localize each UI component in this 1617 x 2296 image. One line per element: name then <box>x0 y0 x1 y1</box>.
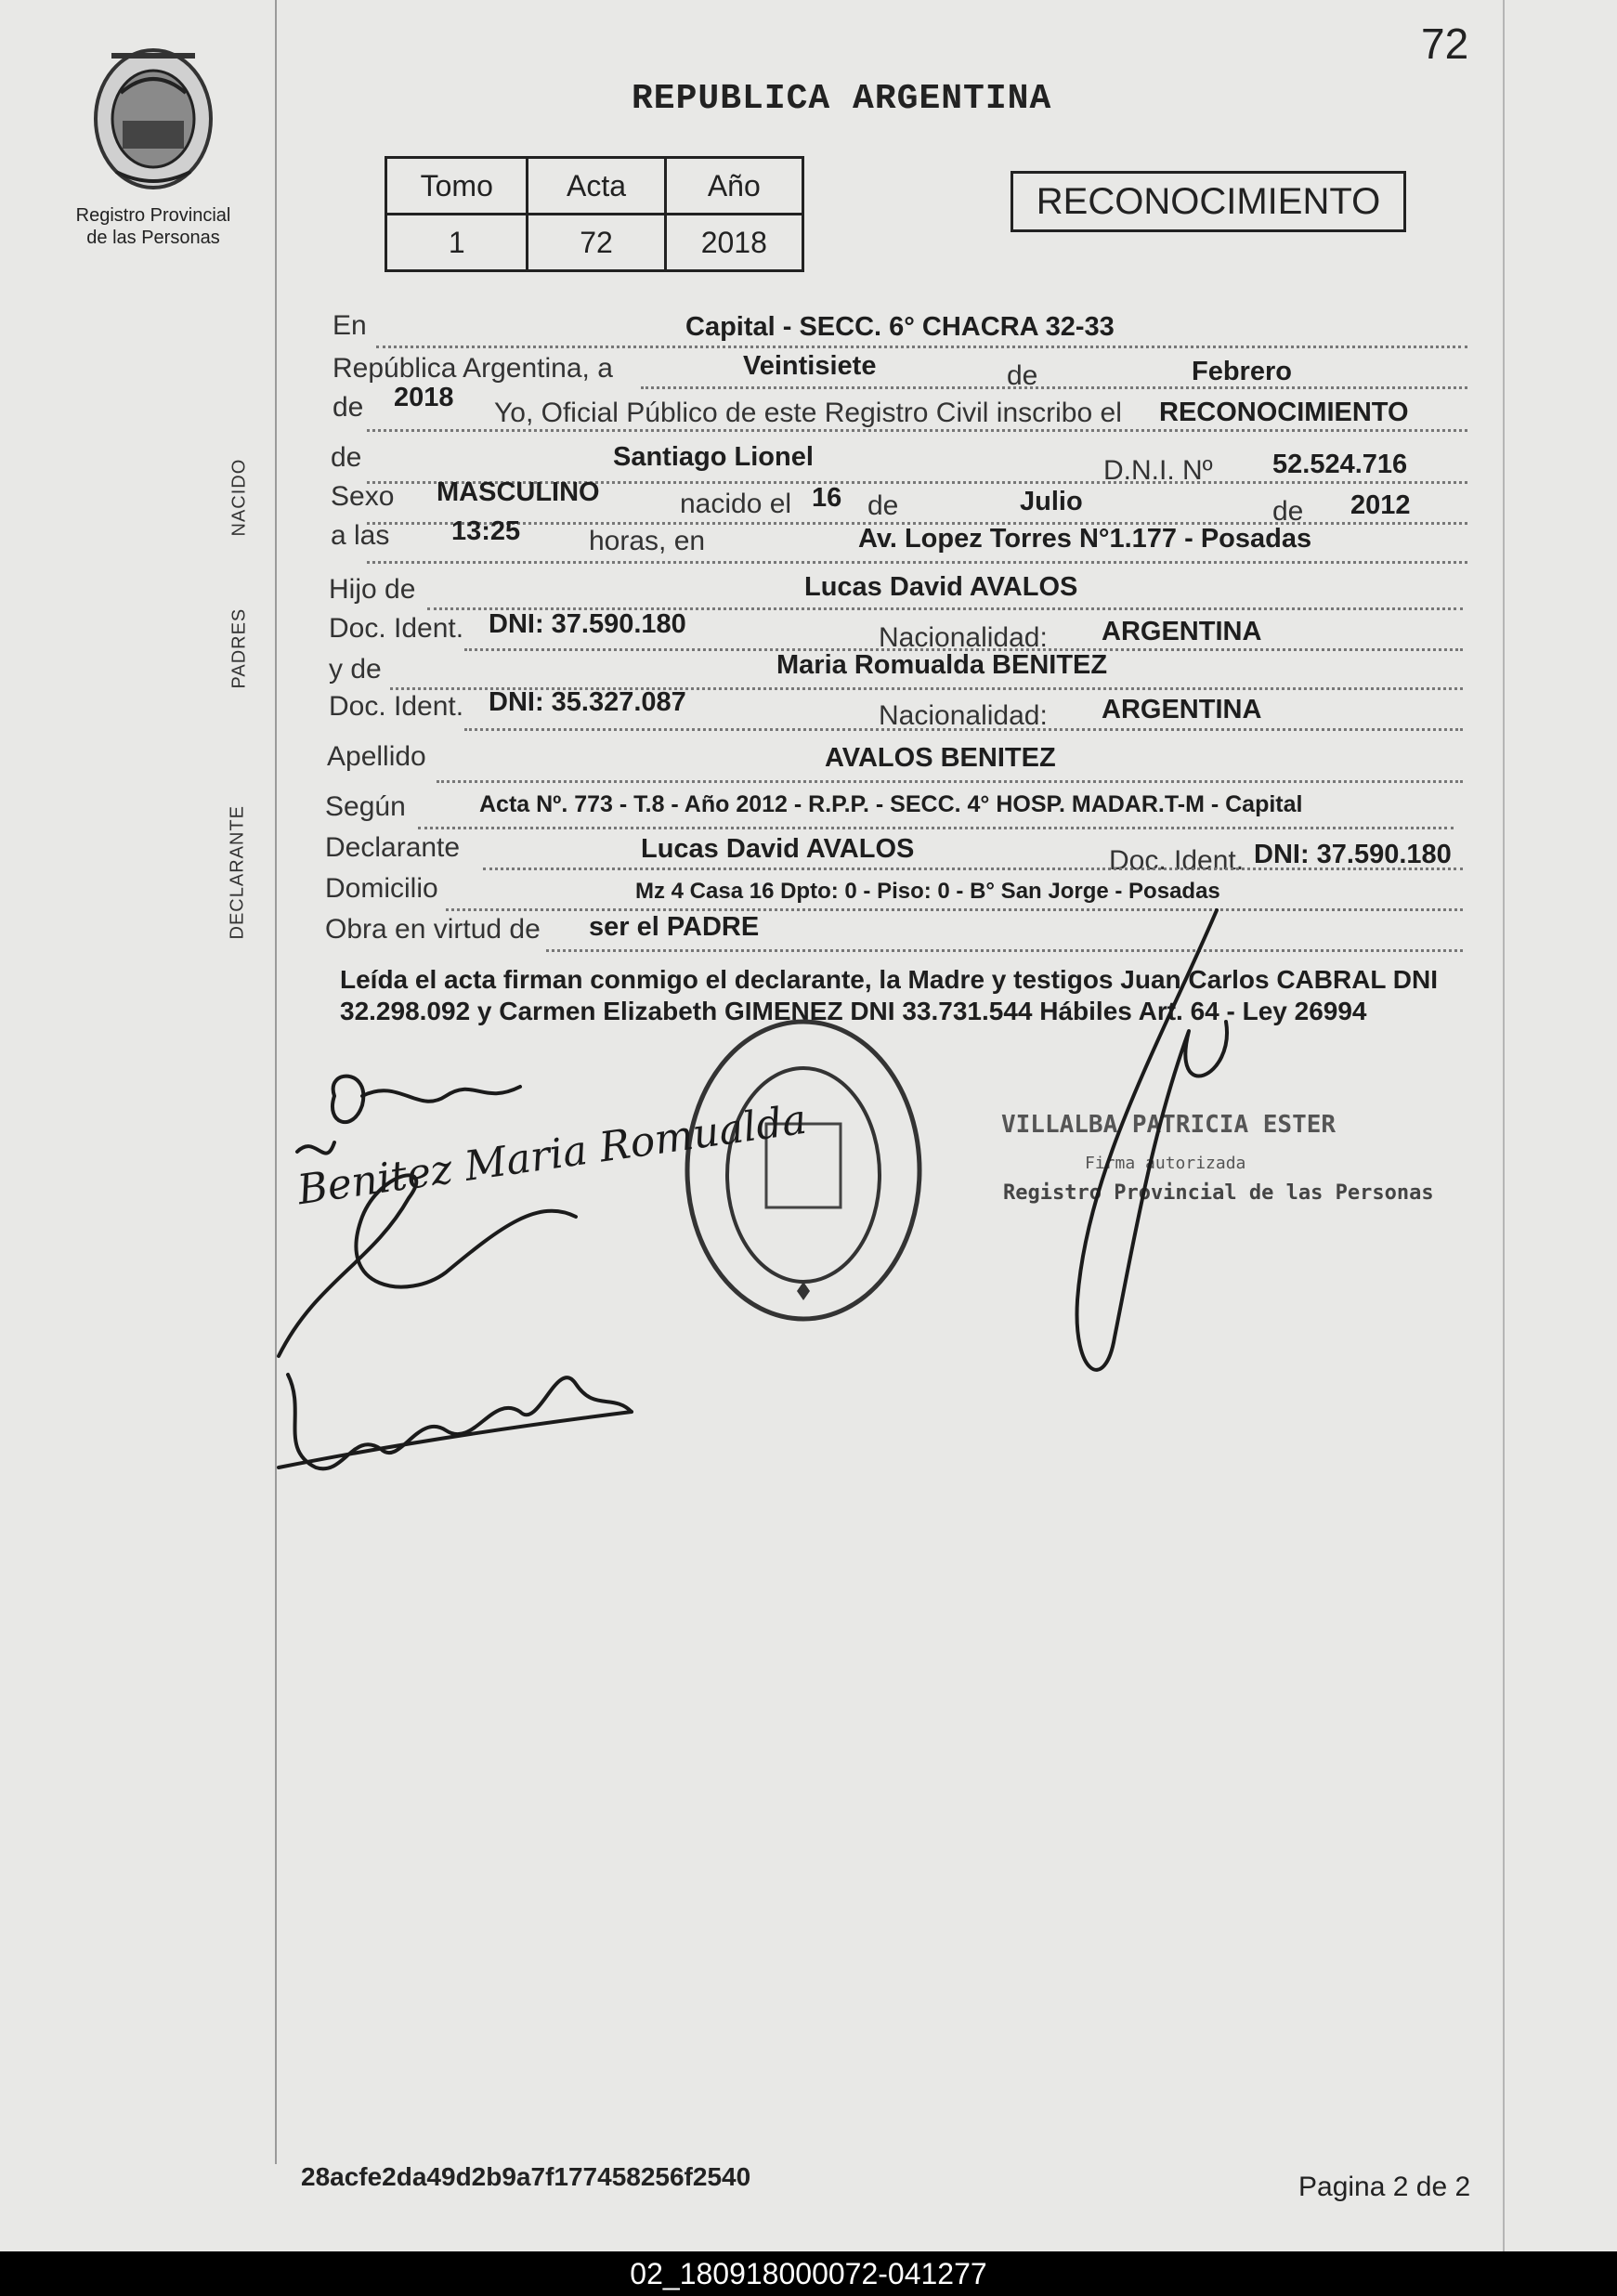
right-margin-line <box>1503 0 1505 2251</box>
label-de-anio-nac: de <box>1272 496 1304 527</box>
value-acta: 72 <box>528 215 665 271</box>
value-lugar-registro: Capital - SECC. 6° CHACRA 32-33 <box>685 312 1115 342</box>
label-nac-padre: Nacionalidad: <box>879 622 1048 653</box>
label-hijo: Hijo de <box>329 574 416 605</box>
value-apellido: AVALOS BENITEZ <box>825 743 1056 773</box>
record-type-box: RECONOCIMIENTO <box>1011 171 1406 232</box>
header-acta: Acta <box>528 158 665 215</box>
record-table-header <box>386 158 803 215</box>
value-hora: 13:25 <box>451 516 521 546</box>
label-declarante: Declarante <box>325 832 461 863</box>
handwritten-signature: Benitez Maria Romualda <box>294 1095 810 1215</box>
label-dni: D.N.I. Nº <box>1103 455 1213 486</box>
label-apellido: Apellido <box>327 741 426 772</box>
dotted-line <box>367 429 1467 432</box>
page-title: REPUBLICA ARGENTINA <box>632 79 1052 119</box>
value-dni: 52.524.716 <box>1272 450 1408 479</box>
label-oficial: Yo, Oficial Público de este Registro Civil inscribo el <box>494 398 1122 428</box>
label-doc-declarante: Doc. Ident. <box>1109 845 1245 876</box>
side-label-declarante: DECLARANTE <box>227 805 248 940</box>
value-declarante: Lucas David AVALOS <box>641 834 915 864</box>
dotted-line <box>367 561 1467 564</box>
file-id-bar <box>0 2251 1617 2296</box>
document-hash: 28acfe2da49d2b9a7f177458256f2540 <box>301 2162 751 2191</box>
value-padre: Lucas David AVALOS <box>804 572 1078 602</box>
value-anio: 2018 <box>394 383 454 412</box>
header-tomo: Tomo <box>386 158 528 215</box>
dotted-line <box>546 949 1463 952</box>
label-de-anio: de <box>333 392 364 423</box>
dotted-line <box>446 908 1463 911</box>
label-nacido: nacido el <box>680 489 792 519</box>
header-anio: Año <box>665 158 802 215</box>
logo-caption <box>56 204 251 249</box>
value-inscribe: RECONOCIMIENTO <box>1159 398 1409 427</box>
label-segun: Según <box>325 791 406 822</box>
logo-caption-line1: Registro Provincial <box>75 205 231 226</box>
value-nac-mes: Julio <box>1020 487 1083 516</box>
value-nombre: Santiago Lionel <box>613 442 814 472</box>
value-madre: Maria Romualda BENITEZ <box>776 650 1108 680</box>
side-label-padres: PADRES <box>228 607 250 689</box>
label-domicilio: Domicilio <box>325 873 438 904</box>
value-doc-padre: DNI: 37.590.180 <box>489 609 686 639</box>
value-nac-madre: ARGENTINA <box>1102 695 1262 724</box>
value-mes: Febrero <box>1192 357 1292 386</box>
officer-org: Registro Provincial de las Personas <box>1003 1181 1434 1205</box>
label-en: En <box>333 310 367 341</box>
officer-role: Firma autorizada <box>1085 1154 1246 1173</box>
dotted-line <box>376 346 1467 348</box>
label-nac-madre: Nacionalidad: <box>879 700 1048 731</box>
label-horas: horas, en <box>589 526 706 556</box>
value-doc-madre: DNI: 35.327.087 <box>489 687 686 717</box>
value-domicilio: Mz 4 Casa 16 Dpto: 0 - Piso: 0 - B° San Jorge - Posadas <box>635 879 1220 904</box>
label-sexo: Sexo <box>331 481 395 512</box>
dotted-line <box>418 827 1454 829</box>
value-obra: ser el PADRE <box>589 912 760 942</box>
label-obra: Obra en virtud de <box>325 914 541 945</box>
label-alas: a las <box>331 520 390 551</box>
record-table-values <box>386 215 803 271</box>
file-id: 02_180918000072-041277 <box>630 2257 987 2290</box>
dotted-line <box>483 868 1463 870</box>
side-label-nacido: NACIDO <box>228 458 250 537</box>
page-footer: Pagina 2 de 2 <box>1298 2172 1471 2202</box>
value-nac-padre: ARGENTINA <box>1102 617 1262 646</box>
value-segun: Acta Nº. 773 - T.8 - Año 2012 - R.P.P. - SECC. 4° HOSP. MADAR.T-M - Capital <box>479 791 1303 817</box>
officer-signature <box>1050 892 1254 1412</box>
closing-paragraph: Leída el acta firman conmigo el declarante, la Madre y testigos Juan Carlos CABRAL DNI 32.298.092 y Carmen Elizabeth GIMENEZ DNI 33.731.544 Hábiles Art. 64 - Ley 26994 <box>340 965 1439 1025</box>
label-de-nombre: de <box>331 442 362 473</box>
officer-name: VILLALBA PATRICIA ESTER <box>1001 1111 1337 1139</box>
value-sexo: MASCULINO <box>437 477 600 507</box>
record-table <box>385 156 804 272</box>
value-lugar-nacimiento: Av. Lopez Torres N°1.177 - Posadas <box>858 524 1312 554</box>
label-y-de: y de <box>329 654 382 685</box>
province-seal-logo <box>84 37 223 195</box>
dotted-line <box>641 386 1467 389</box>
label-republica: República Argentina, a <box>333 353 613 384</box>
logo-caption-line2: de las Personas <box>86 228 220 248</box>
value-nac-dia: 16 <box>812 483 842 513</box>
page-number: 72 <box>1421 20 1469 68</box>
label-doc-padre: Doc. Ident. <box>329 613 464 644</box>
label-doc-madre: Doc. Ident. <box>329 691 464 722</box>
dotted-line <box>464 728 1463 731</box>
value-anio: 2018 <box>665 215 802 271</box>
value-tomo: 1 <box>386 215 528 271</box>
label-de: de <box>1007 360 1038 391</box>
dotted-line <box>437 780 1463 783</box>
value-doc-declarante: DNI: 37.590.180 <box>1254 840 1452 869</box>
value-nac-anio: 2012 <box>1350 490 1411 520</box>
value-dia: Veintisiete <box>743 351 877 381</box>
label-de-mes: de <box>867 490 899 521</box>
